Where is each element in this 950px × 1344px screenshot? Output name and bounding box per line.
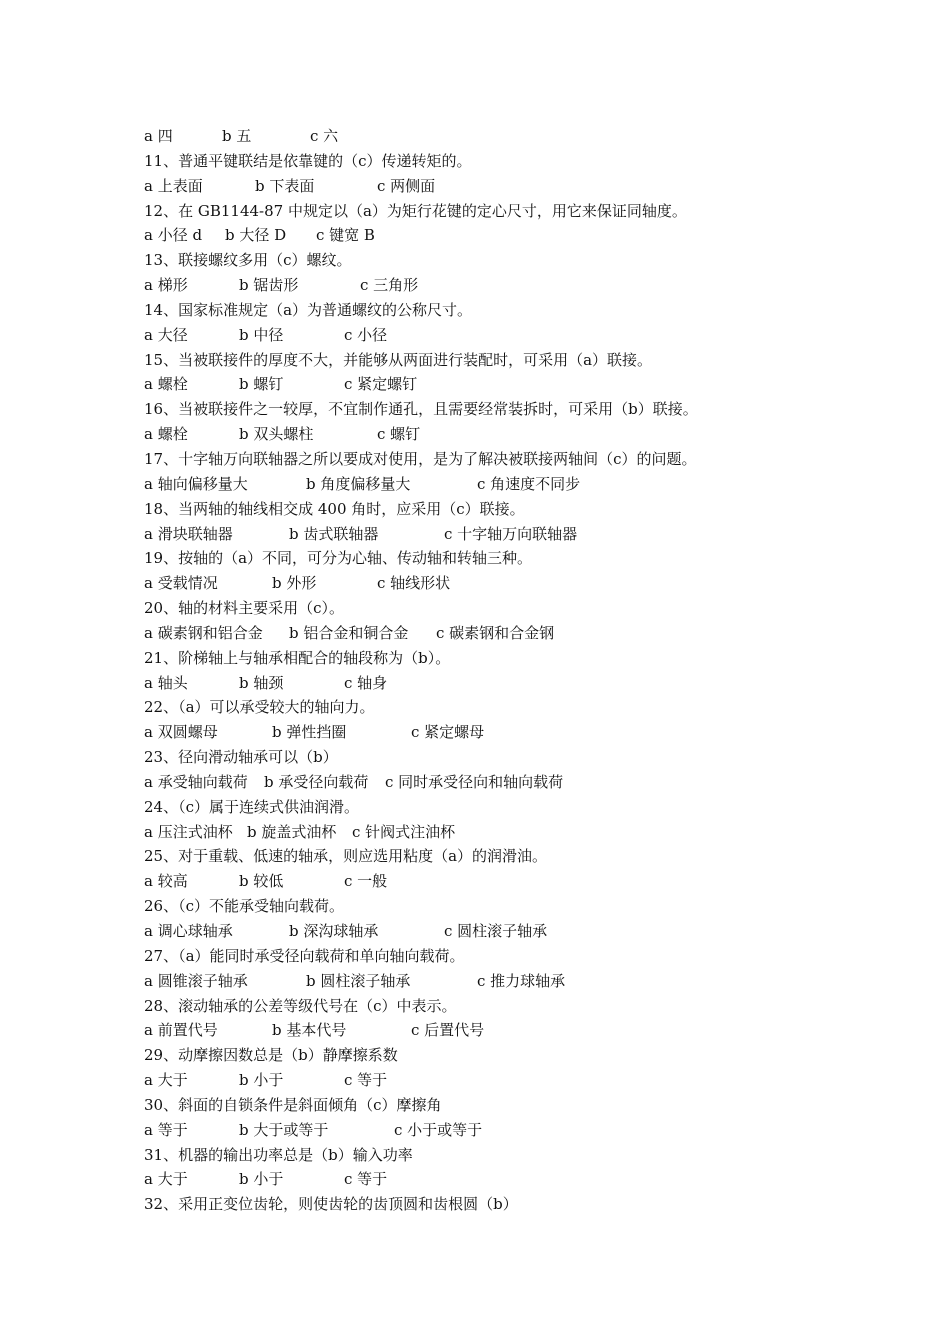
option-b: b 铝合金和铜合金 xyxy=(289,623,409,642)
option-row xyxy=(144,422,844,447)
option-b: b 螺钉 xyxy=(239,375,284,394)
option-b: b 中径 xyxy=(239,325,284,344)
option-a: a 大径 xyxy=(144,325,188,344)
question-text: 23、径向滑动轴承可以（b） xyxy=(144,748,338,767)
option-b: b 小于 xyxy=(239,1071,284,1090)
question-text: 14、国家标准规定（a）为普通螺纹的公称尺寸。 xyxy=(144,300,473,319)
option-b: b 角度偏移量大 xyxy=(306,474,411,493)
option-a: a 螺栓 xyxy=(144,425,188,444)
option-row xyxy=(144,223,844,248)
option-c: c 螺钉 xyxy=(377,425,421,444)
option-b: b 承受径向载荷 xyxy=(264,772,369,791)
option-b: b 旋盖式油杯 xyxy=(247,822,337,841)
option-row xyxy=(144,273,844,298)
question-text: 31、机器的输出功率总是（b）输入功率 xyxy=(144,1145,413,1164)
option-row xyxy=(144,820,844,845)
question-text: 12、在 GB1144-87 中规定以（a）为矩行花键的定心尺寸，用它来保证同轴度。 xyxy=(144,201,687,220)
option-a: a 小径 d xyxy=(144,226,203,245)
option-b: b 五 xyxy=(222,127,252,145)
question-text: 19、按轴的（a）不同，可分为心轴、传动轴和转轴三种。 xyxy=(144,549,533,568)
option-c: c 碳素钢和合金钢 xyxy=(436,623,555,642)
option-c: c 小径 xyxy=(344,325,388,344)
question-text: 17、十字轴万向联轴器之所以要成对使用，是为了解决被联接两轴间（c）的问题。 xyxy=(144,449,697,468)
option-row xyxy=(144,869,844,894)
question-text: 11、普通平键联结是依靠键的（c）传递转矩的。 xyxy=(144,151,472,170)
option-a: a 双圆螺母 xyxy=(144,723,218,742)
option-c: c 小于或等于 xyxy=(394,1120,483,1139)
option-row xyxy=(144,621,844,646)
question-text: 24、（c）属于连续式供油润滑。 xyxy=(144,797,359,816)
option-c: c 键宽 B xyxy=(316,226,375,245)
option-row xyxy=(144,323,844,348)
option-b: b 外形 xyxy=(272,574,317,593)
option-c: c 角速度不同步 xyxy=(477,474,581,493)
option-b: b 轴颈 xyxy=(239,673,284,692)
question-text: 18、当两轴的轴线相交成 400 角时，应采用（c）联接。 xyxy=(144,499,525,518)
option-row xyxy=(144,372,844,397)
option-c: c 同时承受径向和轴向载荷 xyxy=(385,772,564,791)
option-a: a 上表面 xyxy=(144,176,203,195)
option-b: b 圆柱滚子轴承 xyxy=(306,971,411,990)
option-a: a 等于 xyxy=(144,1120,188,1139)
option-c: c 推力球轴承 xyxy=(477,971,566,990)
option-b: b 深沟球轴承 xyxy=(289,922,379,940)
option-c: c 等于 xyxy=(344,1170,388,1189)
option-c: c 六 xyxy=(310,127,339,145)
option-b: b 大于或等于 xyxy=(239,1120,329,1139)
option-row xyxy=(144,522,844,547)
question-text: 20、轴的材料主要采用（c）。 xyxy=(144,599,344,618)
option-a: a 大于 xyxy=(144,1170,188,1189)
question-text: 27、（a）能同时承受径向载荷和单向轴向载荷。 xyxy=(144,946,465,965)
option-row xyxy=(144,571,844,596)
option-row xyxy=(144,1118,844,1143)
option-b: b 较低 xyxy=(239,872,284,891)
question-text: 26、（c）不能承受轴向载荷。 xyxy=(144,897,344,916)
option-row xyxy=(144,720,844,745)
option-row xyxy=(144,1068,844,1093)
question-text: 30、斜面的自锁条件是斜面倾角（c）摩擦角 xyxy=(144,1095,442,1114)
option-row xyxy=(144,1018,844,1043)
option-a: a 轴向偏移量大 xyxy=(144,474,248,493)
option-row xyxy=(144,1167,844,1192)
option-a: a 调心球轴承 xyxy=(144,922,233,940)
option-a: a 前置代号 xyxy=(144,1021,218,1040)
option-row xyxy=(144,472,844,497)
question-text: 21、阶梯轴上与轴承相配合的轴段称为（b）。 xyxy=(144,648,451,667)
option-b: b 小于 xyxy=(239,1170,284,1189)
option-b: b 大径 D xyxy=(225,226,287,245)
option-row xyxy=(144,124,844,149)
option-b: b 齿式联轴器 xyxy=(289,524,379,543)
question-text: 32、采用正变位齿轮，则使齿轮的齿顶圆和齿根圆（b） xyxy=(144,1195,518,1214)
question-text: 28、滚动轴承的公差等级代号在（c）中表示。 xyxy=(144,996,457,1015)
question-text: 25、对于重载、低速的轴承，则应选用粘度（a）的润滑油。 xyxy=(144,847,548,866)
option-row xyxy=(144,969,844,994)
option-row xyxy=(144,174,844,199)
option-c: c 针阀式注油杯 xyxy=(352,822,456,841)
option-b: b 双头螺柱 xyxy=(239,425,314,444)
question-text: 22、（a）可以承受较大的轴向力。 xyxy=(144,698,375,717)
option-a: a 轴头 xyxy=(144,673,188,692)
option-c: c 一般 xyxy=(344,872,388,891)
option-row xyxy=(144,770,844,795)
question-text: 29、动摩擦因数总是（b）静摩擦系数 xyxy=(144,1046,398,1065)
option-a: a 较高 xyxy=(144,872,188,891)
option-c: c 两侧面 xyxy=(377,176,436,195)
option-c: c 圆柱滚子轴承 xyxy=(444,922,548,940)
option-c: c 后置代号 xyxy=(411,1021,485,1040)
question-list xyxy=(144,124,844,1217)
question-text: 13、联接螺纹多用（c）螺纹。 xyxy=(144,251,352,270)
option-c: c 三角形 xyxy=(360,276,419,295)
option-a: a 大于 xyxy=(144,1071,188,1090)
option-a: a 滑块联轴器 xyxy=(144,524,233,543)
option-a: a 螺栓 xyxy=(144,375,188,394)
option-c: c 紧定螺母 xyxy=(411,723,485,742)
option-b: b 锯齿形 xyxy=(239,276,299,295)
question-text: 16、当被联接件之一较厚，不宜制作通孔，且需要经常装拆时，可采用（b）联接。 xyxy=(144,400,698,419)
option-c: c 轴线形状 xyxy=(377,574,451,593)
option-a: a 梯形 xyxy=(144,276,188,295)
option-row xyxy=(144,671,844,696)
option-a: a 受载情况 xyxy=(144,574,218,593)
option-c: c 轴身 xyxy=(344,673,388,692)
option-b: b 弹性挡圈 xyxy=(272,723,347,742)
option-b: b 基本代号 xyxy=(272,1021,347,1040)
option-a: a 压注式油杯 xyxy=(144,822,233,841)
option-c: c 十字轴万向联轴器 xyxy=(444,524,578,543)
option-a: a 承受轴向载荷 xyxy=(144,772,248,791)
option-a: a 圆锥滚子轴承 xyxy=(144,971,248,990)
option-c: c 紧定螺钉 xyxy=(344,375,418,394)
option-b: b 下表面 xyxy=(255,176,315,195)
option-a: a 碳素钢和铝合金 xyxy=(144,623,263,642)
option-c: c 等于 xyxy=(344,1071,388,1090)
option-a: a 四 xyxy=(144,127,173,145)
question-text: 15、当被联接件的厚度不大，并能够从两面进行装配时，可采用（a）联接。 xyxy=(144,350,653,369)
option-row xyxy=(144,919,844,944)
